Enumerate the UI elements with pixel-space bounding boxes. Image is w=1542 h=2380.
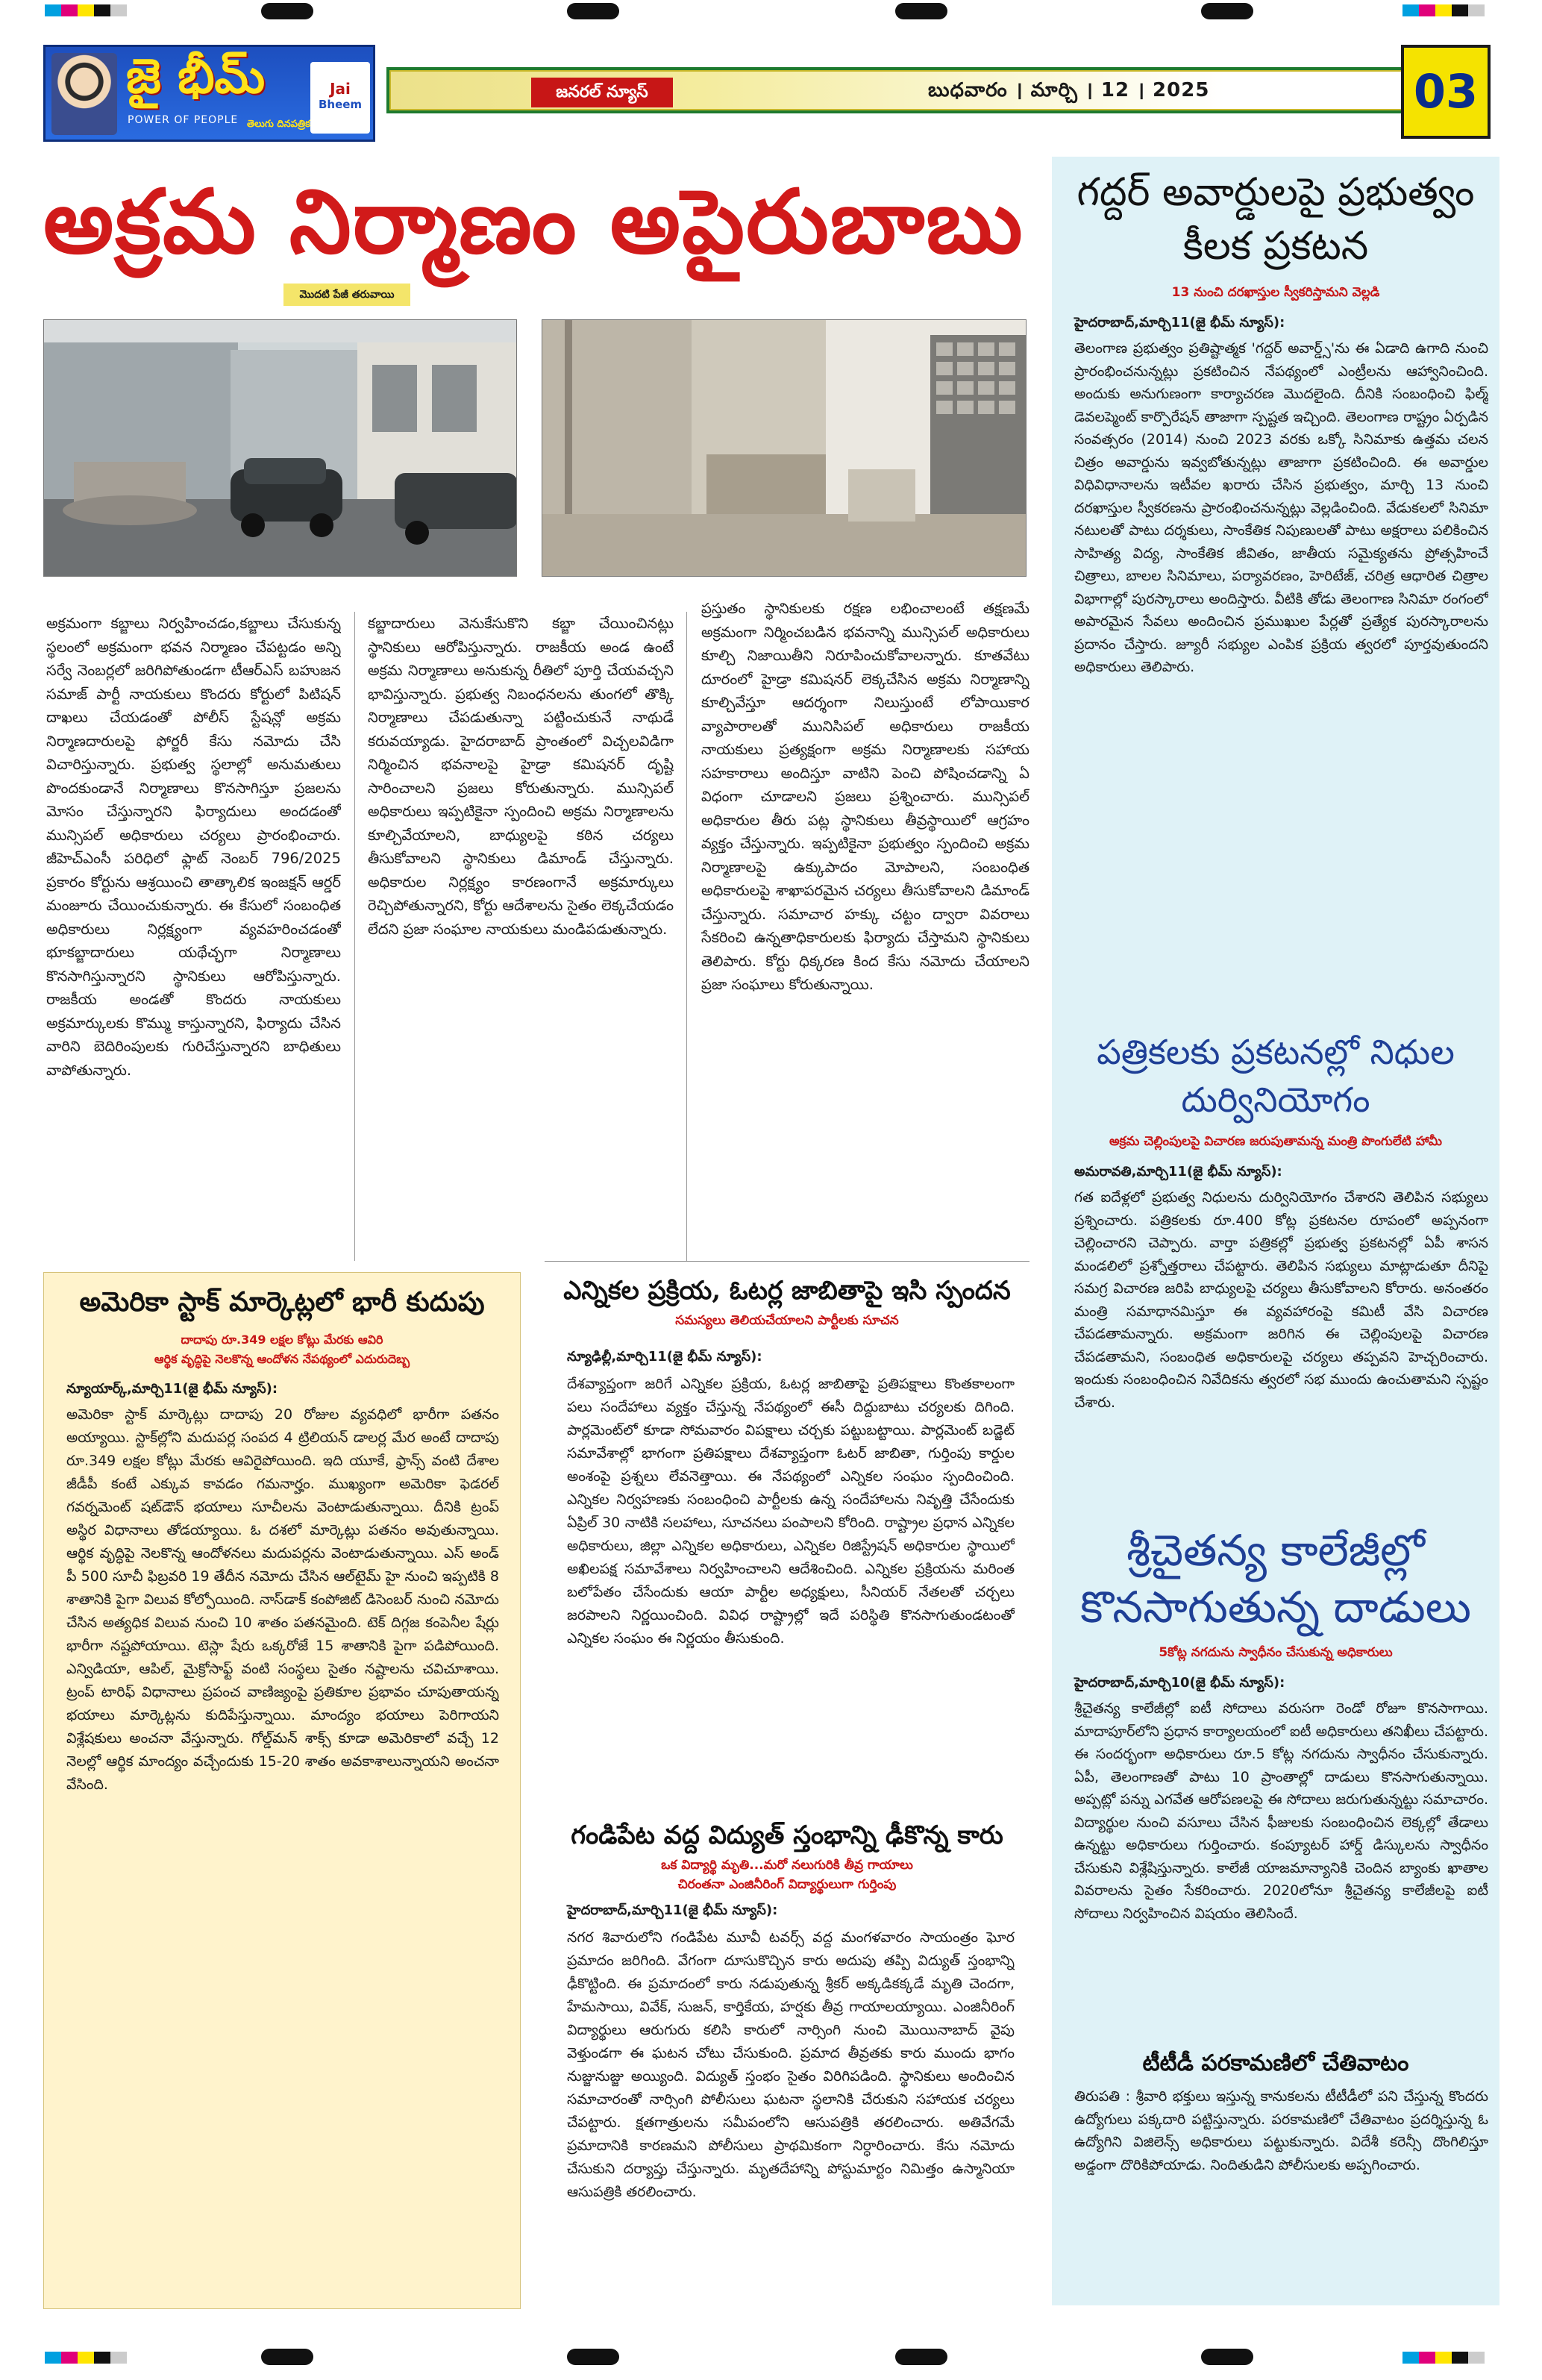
ads-misuse-headline[interactable]: పత్రికలకు ప్రకటనల్లో నిధుల దుర్వినియోగం bbox=[1097, 1032, 1455, 1120]
ads-misuse-dateline: అమరావతి,మార్చి11(జై భీమ్ న్యూస్): bbox=[1074, 1164, 1282, 1180]
gandipet-headline[interactable]: గండిపేట వద్ద విద్యుత్ స్తంభాన్ని ఢీకొన్న కారు bbox=[571, 1820, 1003, 1850]
cmyk-color-bar bbox=[45, 4, 127, 16]
registration-pill bbox=[1201, 3, 1253, 19]
main-story-column-3: ప్రస్తుతం స్థానికులకు రక్షణ లభించాలంటే తక్షణమే అక్రమంగా నిర్మించబడిన భవనాన్ని మున్సిపల్ అధికారులు కూల్చి నిజాయితీని నిరూపించుకోవాలన్నారు. కూతవేటు దూరంలో హైడ్రా కమిషనర్ లెక్కచేసిన అక్రమ నిర్మాణాన్ని కూల్చివేస్తూ ఆదర్శంగా నిలుస్తుంటే లోపాయికార వ్యాపారాలతో మునిసిపల్ అధికారులు రాజకీయ నాయకులు ప్రత్యక్షంగా అక్రమ నిర్మాణాలకు సహాయ సహకారాలు అందిస్తూ వాటిని పెంచి పోషించడాన్ని ఏ విధంగా చూడాలని ప్రజలు ప్రశ్నించారు. మున్సిపల్ అధికారుల తీరు పట్ల స్థానికులు తీవ్రస్థాయిలో ఆగ్రహం వ్యక్తం చేస్తున్నారు. ఇప్పటికైనా ప్రభుత్వం స్పందించి అక్రమ నిర్మాణాలపై ఉక్కుపాదం మోపాలని, సంబంధిత అధికారులపై శాఖాపరమైన చర్యలు తీసుకోవాలని డిమాండ్ చేస్తున్నారు. సమాచార హక్కు చట్టం ద్వారా వివరాలు సేకరించి ఉన్నతాధికారులకు ఫిర్యాదు చేస్తామని స్థానికులు తెలిపారు. కోర్టు ధిక్కరణ కింద కేసు నమోదు చేయాలని ప్రజా సంఘాలు కోరుతున్నాయి. bbox=[701, 600, 1029, 993]
ttd-body: తిరుపతి : శ్రీవారి భక్తులు ఇస్తున్న కానుకలను టీటీడీలో పని చేస్తున్న కొందరు ఉద్యోగులు పక్కదారి పట్టిస్తున్నారు. పరకామణిలో చేతివాటం ప్రదర్శిస్తున్న ఓ ఉద్యోగిని విజిలెన్స్ అధికారులు పట్టుకున్నారు. విదేశీ కరెన్సీ దొంగిలిస్తూ అడ్డంగా దొరికిపోయాడు. నిందితుడిని పోలీసులకు అప్పగించారు. bbox=[1074, 2088, 1488, 2173]
america-dateline: న్యూయార్క్,మార్చి11(జై భీమ్ న్యూస్): bbox=[66, 1381, 278, 1397]
print-registration-marks-bottom bbox=[0, 2344, 1542, 2374]
cmyk-color-bar bbox=[1402, 2352, 1485, 2364]
sri-chaitanya-body: శ్రీచైతన్య కాలేజీల్లో ఐటీ సోదాలు వరుసగా రెండో రోజూ కొనసాగాయి. మాదాపూర్‌లోని ప్రధాన కార్యాలయంలో ఐటీ అధికారులు తనిఖీలు చేపట్టారు. ఈ సందర్భంగా అధికారులు రూ.5 కోట్ల నగదును స్వాధీనం చేసుకున్నారు. ఏపీ, తెలంగాణతో పాటు 10 ప్రాంతాల్లో దాడులు కొనసాగుతున్నాయి. అప్పట్లో పన్ను ఎగవేత ఆరోపణలపై ఈ సోదాలు జరుగుతున్నట్టు సమాచారం. విద్యార్థుల నుంచి వసూలు చేసిన ఫీజులకు సంబంధించిన లెక్కల్లో తేడాలు ఉన్నట్టు అధికారులు గుర్తించారు. కంప్యూటర్ హార్డ్ డిస్కులను స్వాధీనం చేసుకుని విశ్లేషిస్తున్నారు. కాలేజీ యాజమాన్యానికి చెందిన బ్యాంకు ఖాతాల వివరాలను సైతం సేకరించారు. 2020లోనూ శ్రీచైతన్య కాలేజీలపై ఐటీ సోదాలు నిర్వహించిన విషయం తెలిసిందే. bbox=[1074, 1700, 1488, 1922]
registration-pill bbox=[895, 2349, 947, 2365]
page-number: 03 bbox=[1401, 45, 1491, 139]
main-story-column-2: కబ్జాదారులు వెనుకేసుకొని కబ్జా చేయించినట్లు స్థానికులు ఆరోపిస్తున్నారు. రాజకీయ అండ ఉంటే అక్రమ నిర్మాణాలు అనుకున్న రీతిలో పూర్తి చేయవచ్చని భావిస్తున్నారు. ప్రభుత్వ నిబంధనలను తుంగలో తొక్కి నిర్మాణాలు చేపడుతున్నా పట్టించుకునే నాథుడే కరువయ్యాడు. హైదరాబాద్ ప్రాంతంలో విచ్చలవిడిగా నిర్మించిన భవనాలపై హైడ్రా కమిషనర్ దృష్టి సారించాలని ప్రజలు కోరుతున్నారు. మున్సిపల్ అధికారులు ఇప్పటికైనా స్పందించి అక్రమ నిర్మాణాలను కూల్చివేయాలని, బాధ్యులపై కఠిన చర్యలు తీసుకోవాలని స్థానికులు డిమాండ్ చేస్తున్నారు. అధికారుల నిర్లక్ష్యం కారణంగానే అక్రమార్కులు రెచ్చిపోతున్నారని, కోర్టు ఆదేశాలను సైతం లెక్కచేయడం లేదని ప్రజా సంఘాల నాయకులు మండిపడుతున్నారు. bbox=[368, 615, 674, 938]
continued-tag: మొదటి పేజీ తరువాయి bbox=[283, 284, 410, 306]
election-subhead: సమస్యలు తెలియచేయాలని పార్టీలకు సూచన bbox=[675, 1313, 899, 1328]
gaddar-headline[interactable]: గద్దర్ అవార్డులపై ప్రభుత్వం కీలక ప్రకటన bbox=[1076, 170, 1475, 269]
gandipet-subhead-2: చిరంతనా ఎంజినీరింగ్ విద్యార్థులుగా గుర్తింపు bbox=[677, 1877, 897, 1892]
cmyk-color-bar bbox=[45, 2352, 127, 2364]
header-bar bbox=[386, 67, 1437, 113]
ttd-headline[interactable]: టీటీడీ పరకామణిలో చేతివాటం bbox=[1142, 2050, 1409, 2076]
header-inner bbox=[389, 70, 1434, 110]
sri-chaitanya-dateline: హైదరాబాద్,మార్చి10(జై భీమ్ న్యూస్): bbox=[1074, 1675, 1285, 1691]
cmyk-color-bar bbox=[1402, 4, 1485, 16]
america-subhead-1: దాదాపు రూ.349 లక్షల కోట్లు మేరకు ఆవిరి bbox=[181, 1333, 383, 1347]
gandipet-dateline: హైదరాబాద్,మార్చి11(జై భీమ్ న్యూస్): bbox=[567, 1903, 778, 1918]
issue-date: బుధవారం । మార్చి । 12 । 2025 bbox=[928, 79, 1210, 101]
gandipet-body: నగర శివారులోని గండిపేట మూవీ టవర్స్ వద్ద మంగళవారం సాయంత్రం ఘోర ప్రమాదం జరిగింది. వేగంగా దూసుకొచ్చిన కారు అదుపు తప్పి విద్యుత్ స్తంభాన్ని ఢీకొట్టింది. ఈ ప్రమాదంలో కారు నడుపుతున్న శ్రీకర్ అక్కడికక్కడే మృతి చెందగా, హేమసాయి, వివేక్, సుజన్, కార్తికేయ, హర్షకు తీవ్ర గాయాలయ్యాయి. ఎంజినీరింగ్ విద్యార్థులు ఆరుగురు కలిసి కారులో నార్సింగి నుంచి మొయినాబాద్ వైపు వెళ్తుండగా ఈ ఘటన చోటు చేసుకుంది. ప్రమాద తీవ్రతకు కారు ముందు భాగం నుజ్జునుజ్జు అయ్యింది. విద్యుత్ స్తంభం సైతం విరిగిపడింది. స్థానికులు అందించిన సమాచారంతో నార్సింగి పోలీసులు ఘటనా స్థలానికి చేరుకుని సహాయక చర్యలు చేపట్టారు. క్షతగాత్రులను సమీపంలోని ఆసుపత్రికి తరలించారు. అతివేగమే ప్రమాదానికి కారణమని పోలీసులు ప్రాథమికంగా నిర్ధారించారు. కేసు నమోదు చేసుకుని దర్యాప్తు చేస్తున్నారు. మృతదేహాన్ని పోస్టుమార్టం నిమిత్తం ఉస్మానియా ఆసుపత్రికి తరలించారు. bbox=[567, 1929, 1015, 2200]
america-stock-box bbox=[43, 1272, 521, 2309]
logo-tagline: తెలుగు దినపత్రిక bbox=[247, 119, 310, 130]
print-registration-marks-top bbox=[0, 3, 1542, 33]
column-divider bbox=[354, 612, 355, 1261]
registration-pill bbox=[261, 3, 313, 19]
registration-pill bbox=[1201, 2349, 1253, 2365]
registration-pill bbox=[567, 2349, 619, 2365]
registration-pill bbox=[567, 3, 619, 19]
america-headline[interactable]: అమెరికా స్టాక్ మార్కెట్లలో భారీ కుదుపు bbox=[79, 1286, 485, 1318]
sri-chaitanya-subhead: 5కోట్ల నగదును స్వాధీనం చేసుకున్న అధికారులు bbox=[1159, 1645, 1393, 1660]
ads-misuse-subhead: అక్రమ చెల్లింపులపై విచారణ జరుపుతామన్న మంత్రి పొంగులేటి హామీ bbox=[1109, 1134, 1443, 1149]
logo-subtitle: POWER OF PEOPLE bbox=[128, 114, 239, 126]
sri-chaitanya-headline[interactable]: శ్రీచైతన్య కాలేజీల్లో కొనసాగుతున్న దాడులు bbox=[1080, 1525, 1471, 1632]
election-dateline: న్యూఢిల్లీ,మార్చి11(జై భీమ్ న్యూస్): bbox=[567, 1349, 762, 1365]
section-divider bbox=[545, 1261, 1029, 1262]
street-construction-illustration bbox=[44, 320, 517, 577]
main-headline[interactable]: అక్రమ నిర్మాణం అపైరుబాబు bbox=[43, 169, 1024, 273]
portrait-image bbox=[51, 53, 117, 135]
registration-pill bbox=[261, 2349, 313, 2365]
ads-misuse-body: గత ఐదేళ్లలో ప్రభుత్వ నిధులను దుర్వినియోగం చేశారని తెలిపిన సభ్యులు ప్రశ్నించారు. పత్రికలకు రూ.400 కోట్ల ప్రకటనల రూపంలో అప్పనంగా చెల్లించారని చెప్పారు. వార్తా పత్రికల్లో ప్రభుత్వ ప్రకటనల్లో ఏపీ శాసన మండలిలో ప్రశ్నోత్తరాలు చేపట్టారు. తెలిపిన సభ్యులు మాట్లాడుతూ దీనిపై సమగ్ర విచారణ జరిపి బాధ్యులపై చర్యలు తీసుకోవాలని కోరారు. అనంతరం మంత్రి సమాధానమిస్తూ ఈ వ్యవహారంపై కమిటీ వేసి విచారణ చేపడతామన్నారు. అక్రమంగా జరిగిన ఈ చెల్లింపులపై విచారణ చేపడతామని, సంబంధిత అధికారులపై చర్యలు తప్పవని హెచ్చరించారు. ఇందుకు సంబంధించిన నివేదికను త్వరలో సభ ముందు ఉంచుతామని స్పష్టం చేశారు. bbox=[1074, 1189, 1488, 1411]
logo-title: జై భీమ్ bbox=[126, 48, 266, 104]
main-story-column-1: అక్రమంగా కబ్జాలు నిర్వహించడం,కబ్జాలు చేసుకున్న స్థలంలో అక్రమంగా భవన నిర్మాణం చేపట్టడం అన్ని సర్వే నెంబర్లలో జరిగిపోతుండగా టీఆర్ఎస్ బహుజన సమాజ్ పార్టీ నాయకులు కొందరు కోర్టులో పిటిషన్ దాఖలు చేయడంతో పోలీస్ స్టేషన్లో అక్రమ నిర్మాణదారులపై ఫోర్జరీ కేసు నమోదు చేసి విచారిస్తున్నారు. ప్రభుత్వ స్థలాల్లో అనుమతులు పొందకుండానే నిర్మాణాలు కొనసాగిస్తూ ప్రజలను మోసం చేస్తున్నారని ఫిర్యాదులు అందడంతో మున్సిపల్ అధికారులు చర్యలు ప్రారంభించారు. జీహెచ్ఎంసీ పరిధిలో ఫ్లాట్ నెంబర్ 796/2025 ప్రకారం కోర్టును ఆశ్రయించి తాత్కాలిక ఇంజక్షన్ ఆర్డర్ మంజూరు చేయించుకున్నారు. ఈ కేసులో సంబంధిత అధికారులు నిర్లక్ష్యంగా వ్యవహరించడంతో భూకబ్జాదారులు యథేచ్ఛగా నిర్మాణాలు కొనసాగిస్తున్నారని స్థానికులు ఆరోపిస్తున్నారు. రాజకీయ అండతో కొందరు నాయకులు అక్రమార్కులకు కొమ్ము కాస్తున్నారని, ఫిర్యాదు చేసిన వారిని బెదిరింపులకు గురిచేస్తున్నారని బాధితులు వాపోతున్నారు. bbox=[46, 615, 341, 1079]
masthead bbox=[43, 45, 1505, 149]
gaddar-dateline: హైదరాబాద్,మార్చి11(జై భీమ్ న్యూస్): bbox=[1074, 315, 1285, 331]
election-headline[interactable]: ఎన్నికల ప్రక్రియ, ఓటర్ల జాబితాపై ఇసి స్పందన bbox=[563, 1276, 1011, 1306]
logo-badge-top: Jai bbox=[330, 80, 351, 98]
logo-badge-bottom: Bheem bbox=[318, 98, 363, 111]
america-subhead-2: ఆర్థిక వృద్ధిపై నెలకొన్న ఆందోళన నేపథ్యంలో ఎదురుదెబ్బ bbox=[154, 1352, 410, 1366]
gaddar-subhead: 13 నుంచి దరఖాస్తుల స్వీకరిస్తామని వెల్లడి bbox=[1171, 285, 1380, 300]
street-construction-photo bbox=[43, 319, 517, 577]
building-site-photo bbox=[542, 319, 1027, 577]
column-divider bbox=[686, 612, 687, 1261]
newspaper-logo[interactable] bbox=[43, 45, 375, 142]
gandipet-subhead-1: ఒక విద్యార్థి మృతి...మరో నలుగురికి తీవ్ర గాయాలు bbox=[661, 1858, 913, 1873]
registration-pill bbox=[895, 3, 947, 19]
america-body: అమెరికా స్టాక్ మార్కెట్లు దాదాపు 20 రోజుల వ్యవధిలో భారీగా పతనం అయ్యాయి. స్టాక్‌ల్లోని మదుపర్ల సంపద 4 ట్రిలియన్ డాలర్ల మేర అంటే దాదాపు రూ.349 లక్షల కోట్లు మేరకు ఆవిరైపోయింది. ఇది యూకే, ఫ్రాన్స్ వంటి దేశాల జీడీపీ కంటే ఎక్కువ కావడం గమనార్హం. ముఖ్యంగా అమెరికా ఫెడరల్ గవర్నమెంట్ షట్‌డౌన్ భయాలు సూచీలను వెంటాడుతున్నాయి. దీనికి ట్రంప్ అస్థిర విధానాలు తోడయ్యాయి. ఓ దశలో మార్కెట్లు పతనం అవుతున్నాయి. ఆర్థిక వృద్ధిపై నెలకొన్న ఆందోళనలు మదుపర్లను వెంటాడుతున్నాయి. ఎస్ అండ్ పీ 500 సూచీ ఫిబ్రవరి 19 తేదీన నమోదు చేసిన ఆల్‌టైమ్ హై నుంచి ఇప్పటికి 8 శాతానికి పైగా విలువ కోల్పోయింది. నాస్‌డాక్ కంపోజిట్ డిసెంబర్ నుంచి నమోదు చేసిన అత్యధిక విలువ నుంచి 10 శాతం పతనమైంది. టెక్ దిగ్గజ కంపెనీల షేర్లు భారీగా నష్టపోయాయి. టెస్లా షేరు ఒక్కరోజే 15 శాతానికి పైగా పడిపోయింది. ఎన్విడియా, ఆపిల్, మైక్రోసాఫ్ట్ వంటి సంస్థలు సైతం నష్టాలను చవిచూశాయి. ట్రంప్ టారిఫ్ విధానాలు ప్రపంచ వాణిజ్యంపై ప్రతికూల ప్రభావం చూపుతాయన్న భయాలు మార్కెట్లను కుదిపేస్తున్నాయి. మాంద్యం భయాలు పెరిగాయని విశ్లేషకులు అంచనా వేస్తున్నారు. గోల్డ్‌మన్ శాక్స్ కూడా అమెరికాలో వచ్చే 12 నెలల్లో ఆర్థిక మాంద్యం వచ్చేందుకు 15-20 శాతం అవకాశాలున్నాయని అంచనా వేసింది. bbox=[66, 1406, 499, 1793]
section-label[interactable]: జనరల్ న్యూస్ bbox=[531, 78, 673, 107]
election-body: దేశవ్యాప్తంగా జరిగే ఎన్నికల ప్రక్రియ, ఓటర్ల జాబితాపై ప్రతిపక్షాలు కొంతకాలంగా పలు సందేహాలు వ్యక్తం చేస్తున్న నేపథ్యంలో ఈసీ దిద్దుబాటు చర్యలకు దిగింది. పార్లమెంట్‌లో కూడా సోమవారం విపక్షాలు చర్చకు పట్టుబట్టాయి. పార్లమెంట్ బడ్జెట్ సమావేశాల్లో భాగంగా ప్రతిపక్షాలు దేశవ్యాప్తంగా ఓటర్ జాబితా, గుర్తింపు కార్డుల అంశంపై ప్రశ్నలు లేవనెత్తాయి. ఈ నేపథ్యంలో ఎన్నికల సంఘం స్పందించింది. ఎన్నికల నిర్వహణకు సంబంధించి పార్టీలకు ఉన్న సందేహాలను నివృత్తి చేసేందుకు ఏప్రిల్ 30 నాటికి సలహాలు, సూచనలు పంపాలని కోరింది. రాష్ట్రాల ప్రధాన ఎన్నికల అధికారులు, జిల్లా ఎన్నికల అధికారులు, ఎన్నికల రిజిస్ట్రేషన్ అధికారుల స్థాయిలో అఖిలపక్ష సమావేశాలు నిర్వహించాలని ఆదేశించింది. ఎన్నికల ప్రక్రియను మరింత బలోపేతం చేసేందుకు ఆయా పార్టీల అధ్యక్షులు, సీనియర్ నేతలతో చర్చలు జరపాలని నిర్ణయించింది. వివిధ రాష్ట్రాల్లో ఇదే పరిస్థితి కొనసాగుతుండటంతో ఎన్నికల సంఘం ఈ నిర్ణయం తీసుకుంది. bbox=[567, 1376, 1015, 1647]
logo-badge bbox=[310, 62, 370, 134]
building-site-illustration bbox=[542, 320, 1027, 577]
right-sidebar-panel bbox=[1052, 157, 1499, 2305]
gaddar-body: తెలంగాణ ప్రభుత్వం ప్రతిష్టాత్మక 'గద్దర్ అవార్డ్స్'ను ఈ ఏడాది ఉగాది నుంచి ప్రారంభించనున్నట్లు ప్రకటించిన నేపథ్యంలో ఎంట్రీలను ఆహ్వానించింది. అందుకు అనుగుణంగా కార్యాచరణ మొదలైంది. దీనికి సంబంధించి ఫిల్మ్ డెవలప్మెంట్ కార్పొరేషన్ తాజాగా స్పష్టత ఇచ్చింది. తెలంగాణ రాష్ట్రం ఏర్పడిన సంవత్సరం (2014) నుంచి 2023 వరకు ఒక్కో సినిమాకు ఉత్తమ చలన చిత్రం అవార్డును ఇవ్వబోతున్నట్లు తాజాగా ప్రకటించింది. ఈ అవార్డుల విధివిధానాలను ఇటీవల ఖరారు చేసిన ప్రభుత్వం, మార్చి 13 నుంచి దరఖాస్తుల స్వీకరణను ప్రారంభించనున్నట్లు వెల్లడించింది. వేడుకలలో సినిమా నటులతో పాటు దర్శకులు, సాంకేతిక నిపుణులతో పాటు అక్షరాలు పలికించిన సాహిత్య విద్య, సాంకేతిక జీవితం, జాతీయ సమైక్యతను ప్రోత్సహించే చిత్రాలు, బాలల సినిమాలు, పర్యావరణం, హెరిటేజ్, చరిత్ర ఆధారిత చిత్రాల విభాగాల్లో పురస్కారాలు అందిస్తారు. వీటికి తోడు తెలంగాణ సినిమా రంగంలో అపారమైన సేవలు అందించిన ప్రముఖుల పేర్లతో ప్రత్యేక పురస్కారాలను ప్రదానం చేస్తారు. జ్యూరీ సభ్యుల ఎంపిక ప్రక్రియ త్వరలో పూర్తవుతుందని అధికారులు తెలిపారు. bbox=[1074, 340, 1488, 675]
